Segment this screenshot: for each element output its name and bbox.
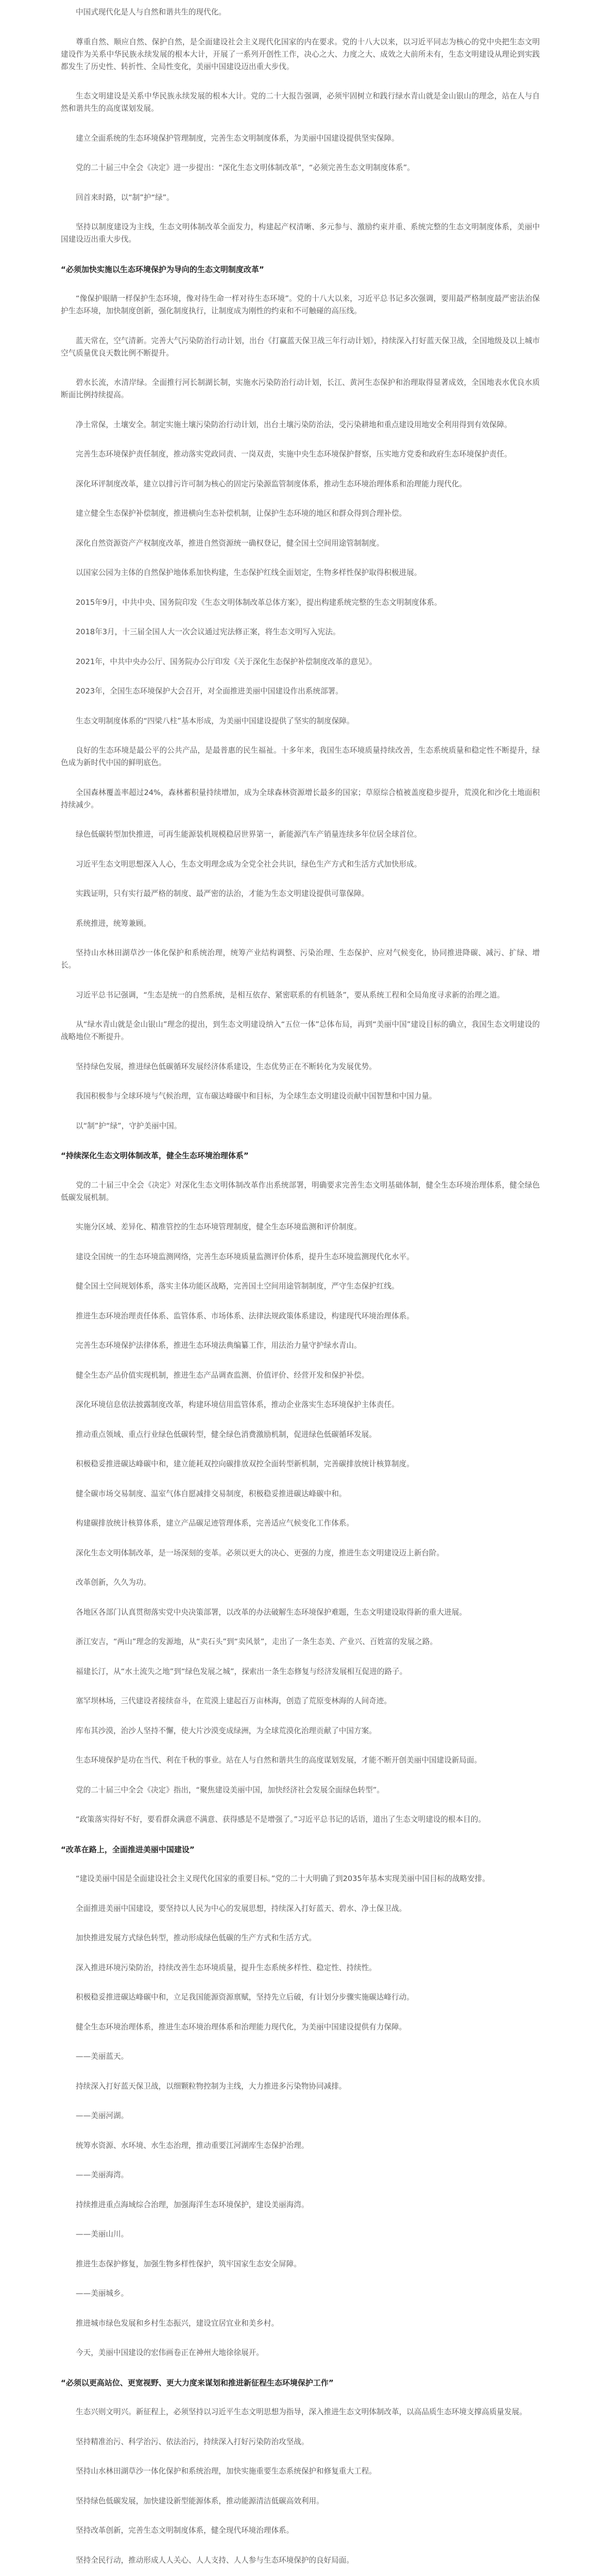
section-heading: “必须以更高站位、更宽视野、更大力度来谋划和推进新征程生态环境保护工作” bbox=[61, 2378, 334, 2387]
paragraph: 持续推进重点海域综合治理，加强海洋生态环境保护，建设美丽海湾。 bbox=[76, 2200, 309, 2209]
section-heading: “必须加快实施以生态环境保护为导向的生态文明制度改革” bbox=[61, 264, 264, 274]
paragraph: 党的二十届三中全会《决定》指出，“聚焦建设美丽中国，加快经济社会发展全面绿色转型”。 bbox=[76, 1785, 384, 1794]
paragraph: 浙江安吉，“两山”理念的发源地，从“卖石头”到“卖风景”，走出了一条生态美、产业兴、百姓富的发展之路。 bbox=[76, 1637, 438, 1646]
paragraph: ——美丽河湖。 bbox=[76, 2111, 129, 2120]
paragraph: 塞罕坝林场，三代建设者接续奋斗，在荒漠上建起百万亩林海，创造了荒原变林海的人间奇迹。 bbox=[76, 1697, 391, 1705]
paragraph: 推动重点领域、重点行业绿色低碳转型，健全绿色消费激励机制，促进绿色低碳循环发展。 bbox=[76, 1430, 377, 1439]
paragraph: 回首来时路，以“制”护“绿”。 bbox=[76, 193, 174, 202]
paragraph: 系统推进，统筹兼顾。 bbox=[76, 919, 151, 928]
paragraph: 党的二十届三中全会《决定》进一步提出：“深化生态文明体制改革”，“必须完善生态文明制度体系”。 bbox=[76, 163, 415, 172]
paragraph: 深化自然资源资产产权制度改革，推进自然资源统一确权登记，健全国土空间用途管制制度。 bbox=[76, 538, 384, 548]
paragraph: 积极稳妥推进碳达峰碳中和，立足我国能源资源禀赋，坚持先立后破，有计划分步骤实施碳达峰行动。 bbox=[76, 1993, 414, 2002]
paragraph: 以“制”护“绿”，守护美丽中国。 bbox=[76, 1121, 182, 1130]
paragraph: 建立健全生态保护补偿制度，推进横向生态补偿机制，让保护生态环境的地区和群众得到合理补偿。 bbox=[76, 509, 407, 518]
paragraph: 坚持以制度建设为主线，生态文明体制改革全面发力，构建起产权清晰、多元参与、激励约束并重、系统完整的生态文明制度体系，美丽中国建设迈出重大步伐。 bbox=[61, 223, 540, 244]
paragraph: 习近平生态文明思想深入人心，生态文明理念成为全党全社会共识，绿色生产方式和生活方式加快形成。 bbox=[76, 859, 422, 869]
paragraph: 改革创新，久久为功。 bbox=[76, 1578, 151, 1587]
paragraph: 习近平总书记强调，“生态是统一的自然系统，是相互依存、紧密联系的有机链条”，要从系统工程和全局角度寻求新的治理之道。 bbox=[76, 990, 505, 999]
paragraph: 2023年，全国生态环境保护大会召开，对全面推进美丽中国建设作出系统部署。 bbox=[76, 687, 343, 696]
paragraph: 坚持绿色发展，推进绿色低碳循环发展经济体系建设，生态优势正在不断转化为发展优势。 bbox=[76, 1062, 377, 1071]
paragraph: 库布其沙漠，治沙人坚持不懈，使大片沙漠变成绿洲，为全球荒漠化治理贡献了中国方案。 bbox=[76, 1726, 377, 1735]
article-body bbox=[61, 6, 540, 2576]
paragraph: 深化环境信息依法披露制度改革，构建环境信用监管体系，推动企业落实生态环境保护主体责任。 bbox=[76, 1400, 399, 1409]
paragraph: 中国式现代化是人与自然和谐共生的现代化。 bbox=[76, 8, 226, 16]
paragraph: 生态兴则文明兴。新征程上，必须坚持以习近平生态文明思想为指导，深入推进生态文明体制改革，以高品质生态环境支撑高质量发展。 bbox=[76, 2408, 527, 2416]
paragraph: 福建长汀，从“水土流失之地”到“绿色发展之城”，探索出一条生态修复与经济发展相互促进的路子。 bbox=[76, 1667, 407, 1676]
paragraph: 碧水长流，水清岸绿。全面推行河长制湖长制，实施水污染防治行动计划，长江、黄河生态保护和治理取得显著成效，全国地表水优良水质断面比例持续提高。 bbox=[61, 378, 540, 399]
paragraph: 良好的生态环境是最公平的公共产品，是最普惠的民生福祉。十多年来，我国生态环境质量持续改善，生态系统质量和稳定性不断提升，绿色成为新时代中国的鲜明底色。 bbox=[61, 746, 540, 767]
paragraph: 坚持全民行动，推动形成人人关心、人人支持、人人参与生态环境保护的良好局面。 bbox=[76, 2555, 354, 2565]
paragraph: 全国森林覆盖率超过24%，森林蓄积量持续增加，成为全球森林资源增长最多的国家；草原综合植被盖度稳步提升，荒漠化和沙化土地面积持续减少。 bbox=[61, 788, 540, 809]
paragraph: 全面推进美丽中国建设，要坚持以人民为中心的发展思想，持续深入打好蓝天、碧水、净土保卫战。 bbox=[76, 1904, 407, 1913]
paragraph: 坚持精准治污、科学治污、依法治污，持续深入打好污染防治攻坚战。 bbox=[76, 2437, 309, 2446]
paragraph: 净土常保，土壤安全。制定实施土壤污染防治行动计划，出台土壤污染防治法，受污染耕地和重点建设用地安全利用得到有效保障。 bbox=[76, 420, 512, 429]
paragraph: 建设全国统一的生态环境监测网络，完善生态环境质量监测评价体系，提升生态环境监测现代化水平。 bbox=[76, 1252, 414, 1261]
paragraph: 生态环境保护是功在当代、利在千秋的事业。站在人与自然和谐共生的高度谋划发展，才能不断开创美丽中国建设新局面。 bbox=[76, 1756, 482, 1765]
paragraph: 尊重自然、顺应自然、保护自然，是全面建设社会主义现代化国家的内在要求。党的十八大以来，以习近平同志为核心的党中央把生态文明建设作为关系中华民族永续发展的根本大计，开展了一系列开创性工作，决心之大、力度之大、成效之大前所未有，生态文明建设从理论到实践都发生了历史性、转折性、全局性变化，美丽中国建设迈出重大步伐。 bbox=[61, 37, 540, 71]
paragraph: 推进城市绿色发展和乡村生态振兴，建设宜居宜业和美乡村。 bbox=[76, 2318, 279, 2328]
paragraph: 党的二十届三中全会《决定》对深化生态文明体制改革作出系统部署，明确要求完善生态文明基础体制，健全生态环境治理体系，健全绿色低碳发展机制。 bbox=[61, 1180, 540, 1202]
paragraph: ——美丽山川。 bbox=[76, 2230, 129, 2239]
paragraph: 加快推进发展方式绿色转型，推动形成绿色低碳的生产方式和生活方式。 bbox=[76, 1934, 317, 1942]
paragraph: 深化环评制度改革，建立以排污许可制为核心的固定污染源监管制度体系，推动生态环境治理体系和治理能力现代化。 bbox=[76, 479, 467, 488]
paragraph: 持续深入打好蓝天保卫战，以细颗粒物控制为主线，大力推进多污染物协同减排。 bbox=[76, 2081, 347, 2091]
section-heading: “持续深化生态文明体制改革，健全生态环境治理体系” bbox=[61, 1151, 249, 1160]
paragraph: 生态文明制度体系的“四梁八柱”基本形成，为美丽中国建设提供了坚实的制度保障。 bbox=[76, 716, 354, 725]
paragraph: 我国积极参与全球环境与气候治理，宣布碳达峰碳中和目标，为全球生态文明建设贡献中国智慧和中国力量。 bbox=[76, 1092, 437, 1100]
paragraph: 健全碳市场交易制度、温室气体自愿减排交易制度，积极稳妥推进碳达峰碳中和。 bbox=[76, 1489, 347, 1498]
paragraph: 今天，美丽中国建设的宏伟画卷正在神州大地徐徐展开。 bbox=[76, 2348, 264, 2357]
paragraph: 健全生态环境治理体系，推进生态环境治理体系和治理能力现代化，为美丽中国建设提供有力保障。 bbox=[76, 2022, 407, 2031]
paragraph: “像保护眼睛一样保护生态环境，像对待生命一样对待生态环境”。党的十八大以来，习近平总书记多次强调，要用最严格制度最严密法治保护生态环境，加快制度创新，强化制度执行，让制度成为刚性的约束和不可触碰的高压线。 bbox=[61, 294, 540, 315]
paragraph: “政策落实得好不好，要看群众满意不满意、获得感是不是增强了。”习近平总书记的话语，道出了生态文明建设的根本目的。 bbox=[76, 1815, 486, 1824]
paragraph: ——美丽城乡。 bbox=[76, 2289, 129, 2298]
paragraph: 完善生态环境保护法律体系，推进生态环境法典编纂工作，用法治力量守护绿水青山。 bbox=[76, 1341, 362, 1350]
paragraph: 坚持山水林田湖草沙一体化保护和系统治理，统筹产业结构调整、污染治理、生态保护、应对气候变化，协同推进降碳、减污、扩绿、增长。 bbox=[61, 948, 540, 970]
paragraph: 积极稳妥推进碳达峰碳中和，建立能耗双控向碳排放双控全面转型新机制，完善碳排放统计核算制度。 bbox=[76, 1460, 414, 1468]
paragraph: 2021年，中共中央办公厅、国务院办公厅印发《关于深化生态保护补偿制度改革的意见》。 bbox=[76, 657, 377, 666]
paragraph: 健全国土空间规划体系，落实主体功能区战略，完善国土空间用途管制制度，严守生态保护红线。 bbox=[76, 1282, 399, 1291]
paragraph: 深化生态文明体制改革，是一场深刻的变革。必须以更大的决心、更强的力度，推进生态文明建设迈上新台阶。 bbox=[76, 1548, 445, 1557]
paragraph: 各地区各部门认真贯彻落实党中央决策部署，以改革的办法破解生态环境保护难题，生态文明建设取得新的重大进展。 bbox=[76, 1607, 467, 1617]
paragraph: 统筹水资源、水环境、水生态治理，推动重要江河湖库生态保护治理。 bbox=[76, 2141, 309, 2150]
paragraph: 2018年3月，十三届全国人大一次会议通过宪法修正案，将生态文明写入宪法。 bbox=[76, 628, 340, 636]
section-heading: “改革在路上，全面推进美丽中国建设” bbox=[61, 1844, 195, 1854]
paragraph: 生态文明建设是关系中华民族永续发展的根本大计。党的二十大报告强调，必须牢固树立和践行绿水青山就是金山银山的理念，站在人与自然和谐共生的高度谋划发展。 bbox=[61, 92, 540, 113]
paragraph: 绿色低碳转型加快推进，可再生能源装机规模稳居世界第一，新能源汽车产销量连续多年位居全球首位。 bbox=[76, 830, 422, 839]
paragraph: 健全生态产品价值实现机制，推进生态产品调查监测、价值评价、经营开发和保护补偿。 bbox=[76, 1370, 369, 1380]
paragraph: 推进生态保护修复，加强生物多样性保护，筑牢国家生态安全屏障。 bbox=[76, 2259, 301, 2268]
paragraph: 推进生态环境治理责任体系、监管体系、市场体系、法律法规政策体系建设，构建现代环境治理体系。 bbox=[76, 1311, 414, 1320]
paragraph: 建立全面系统的生态环境保护管理制度，完善生态文明制度体系，为美丽中国建设提供坚实保障。 bbox=[76, 133, 399, 143]
paragraph: 实践证明，只有实行最严格的制度、最严密的法治，才能为生态文明建设提供可靠保障。 bbox=[76, 889, 369, 898]
paragraph: 完善生态环境保护责任制度，推动落实党政同责、一岗双责，实施中央生态环境保护督察，压实地方党委和政府生态环境保护责任。 bbox=[76, 450, 512, 459]
paragraph: 构建碳排放统计核算体系，建立产品碳足迹管理体系，完善适应气候变化工作体系。 bbox=[76, 1519, 354, 1528]
paragraph: 以国家公园为主体的自然保护地体系加快构建，生态保护红线全面划定，生物多样性保护取得积极进展。 bbox=[76, 568, 422, 577]
paragraph: ——美丽海湾。 bbox=[76, 2171, 129, 2179]
paragraph: 蓝天常在，空气清新。完善大气污染防治行动计划，出台《打赢蓝天保卫战三年行动计划》，持续深入打好蓝天保卫战，全国地级及以上城市空气质量优良天数比例不断提升。 bbox=[61, 336, 540, 358]
paragraph: 坚持绿色低碳发展，加快建设新型能源体系，推动能源清洁低碳高效利用。 bbox=[76, 2496, 324, 2505]
paragraph: 坚持山水林田湖草沙一体化保护和系统治理，加快实施重要生态系统保护和修复重大工程。 bbox=[76, 2467, 377, 2476]
paragraph: 从“绿水青山就是金山银山”理念的提出，到生态文明建设纳入“五位一体”总体布局，再到“美丽中国”建设目标的确立，我国生态文明建设的战略地位不断提升。 bbox=[61, 1020, 540, 1041]
paragraph: 2015年9月，中共中央、国务院印发《生态文明体制改革总体方案》，提出构建系统完整的生态文明制度体系。 bbox=[76, 598, 442, 607]
paragraph: “建设美丽中国是全面建设社会主义现代化国家的重要目标。”党的二十大明确了到2035年基本实现美丽中国目标的战略安排。 bbox=[76, 1874, 490, 1883]
paragraph: 实施分区域、差异化、精准管控的生态环境管理制度，健全生态环境监测和评价制度。 bbox=[76, 1223, 362, 1231]
paragraph: ——美丽蓝天。 bbox=[76, 2052, 129, 2061]
paragraph: 坚持改革创新，完善生态文明制度体系，健全现代环境治理体系。 bbox=[76, 2526, 294, 2535]
paragraph: 深入推进环境污染防治，持续改善生态环境质量，提升生态系统多样性、稳定性、持续性。 bbox=[76, 1963, 377, 1972]
